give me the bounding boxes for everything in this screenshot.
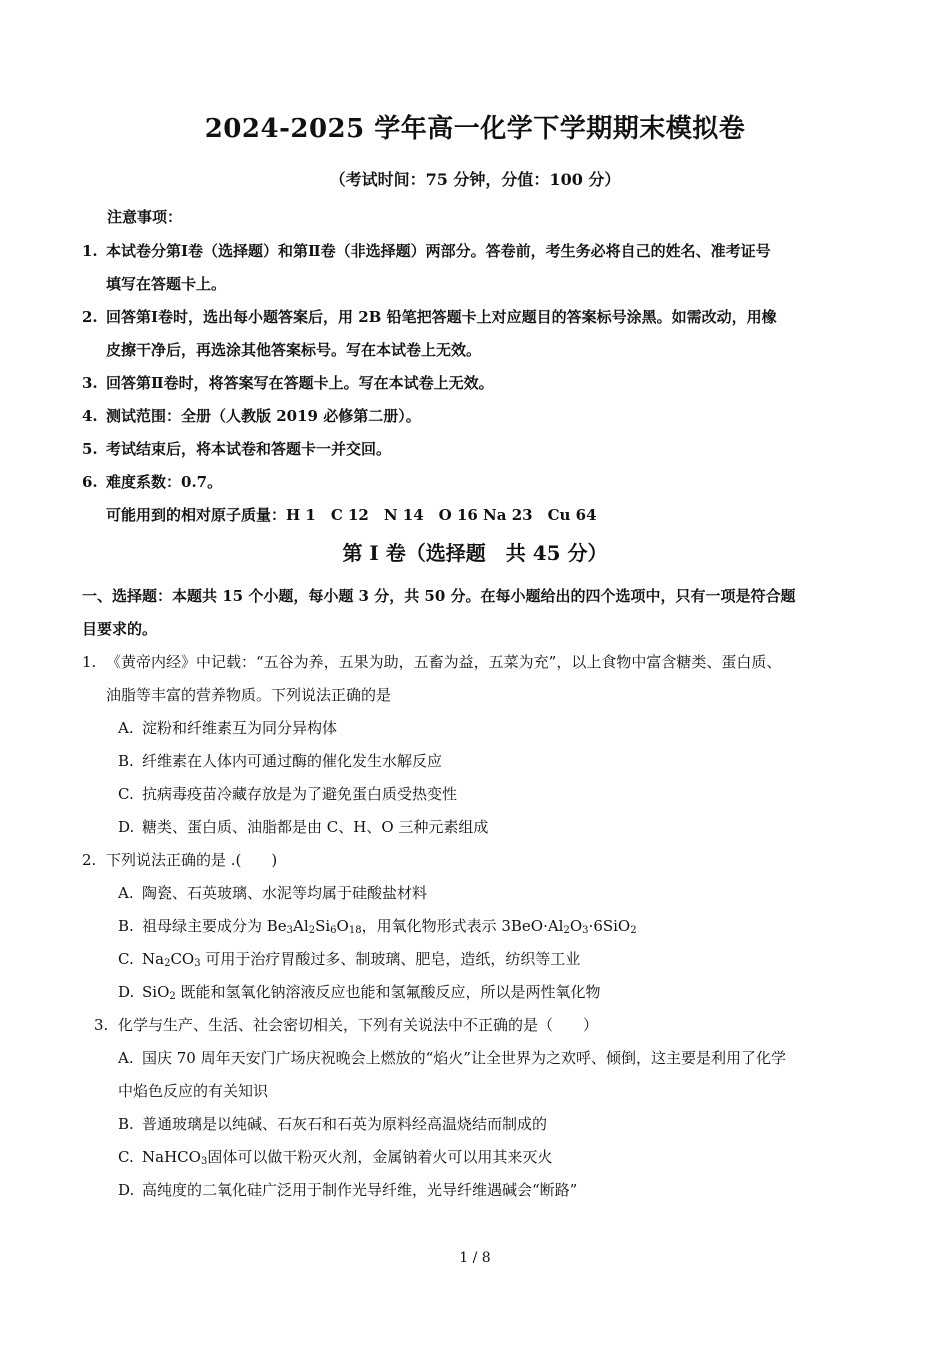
answer-option: C. NaHCO$_3$固体可以做干粉灭火剂，金属钠着火可以用其来灭火: [118, 1148, 553, 1167]
answer-option: A. 淀粉和纤维素互为同分异构体: [118, 719, 338, 737]
notes-item: 2. 回答第Ⅰ卷时，选出每小题答案后，用 2B 铅笔把答题卡上对应题目的答案标号涂黑。如需改动，用橡: [82, 308, 777, 326]
answer-option: B. 祖母绿主要成分为 $Be_3Al_2Si_6O_{18}$，用氧化物形式表示 $3BeO\cdot Al_2O_3\cdot 6SiO_2$: [118, 917, 637, 936]
notes-item: 6. 难度系数：0.7。: [82, 473, 223, 491]
question-stem: 3. 化学与生产、生活、社会密切相关，下列有关说法中不正确的是（ ）: [94, 1016, 599, 1034]
notes-item: 皮擦干净后，再选涂其他答案标号。写在本试卷上无效。: [106, 341, 482, 359]
answer-option: A. 国庆 70 周年天安门广场庆祝晚会上燃放的“焰火”让全世界为之欢呼、倾倒，这主要是利用了化学: [118, 1049, 786, 1067]
answer-option: D. 糖类、蛋白质、油脂都是由 C、H、O 三种元素组成: [118, 818, 489, 836]
question-stem: 2. 下列说法正确的是 .( ): [82, 851, 278, 869]
answer-option: D. 高纯度的二氧化硅广泛用于制作光导纤维，光导纤维遇碱会“断路”: [118, 1181, 578, 1199]
exam-title: 2024-2025 学年高一化学下学期期末模拟卷: [204, 114, 746, 144]
exam-subtitle: （考试时间：75 分钟，分值：100 分）: [329, 170, 621, 189]
notes-item: 1. 本试卷分第Ⅰ卷（选择题）和第Ⅱ卷（非选择题）两部分。答卷前，考生务必将自己的姓名、准考证号: [82, 242, 771, 260]
question-stem: 油脂等丰富的营养物质。下列说法正确的是: [106, 686, 392, 704]
answer-option: A. 陶瓷、石英玻璃、水泥等均属于硅酸盐材料: [118, 884, 428, 902]
notes-item: 填写在答题卡上。: [106, 275, 227, 293]
question-stem: 1. 《黄帝内经》中记载：“五谷为养，五果为助，五畜为益，五菜为充”，以上食物中富含糖类、蛋白质、: [82, 653, 782, 671]
page-number: 1 / 8: [459, 1250, 491, 1266]
section-heading: 第 I 卷（选择题 共 45 分）: [342, 541, 608, 565]
notes-item: 4. 测试范围：全册（人教版 2019 必修第二册）。: [82, 407, 421, 425]
answer-option: B. 普通玻璃是以纯碱、石灰石和石英为原料经高温烧结而制成的: [118, 1115, 548, 1133]
notes-heading: 注意事项：: [107, 208, 183, 226]
answer-option-continuation: 中焰色反应的有关知识: [118, 1082, 269, 1100]
notes-item: 3. 回答第Ⅱ卷时，将答案写在答题卡上。写在本试卷上无效。: [82, 374, 494, 392]
answer-option: C. $Na_2CO_3$ 可用于治疗胃酸过多、制玻璃、肥皂，造纸，纺织等工业: [118, 950, 581, 969]
notes-item: 5. 考试结束后，将本试卷和答题卡一并交回。: [82, 440, 392, 458]
section-instruction: 一、选择题：本题共 15 个小题，每小题 3 分，共 50 分。在每小题给出的四个选项中，只有一项是符合题: [82, 587, 796, 605]
answer-option: D. SiO$_2$ 既能和氢氧化钠溶液反应也能和氢氟酸反应，所以是两性氧化物: [118, 983, 601, 1002]
answer-option: B. 纤维素在人体内可通过酶的催化发生水解反应: [118, 752, 443, 770]
answer-option: C. 抗病毒疫苗冷藏存放是为了避免蛋白质受热变性: [118, 785, 458, 803]
section-instruction: 目要求的。: [82, 620, 158, 638]
atomic-masses: 可能用到的相对原子质量：H 1 C 12 N 14 O 16 Na 23 Cu 64: [106, 506, 597, 524]
